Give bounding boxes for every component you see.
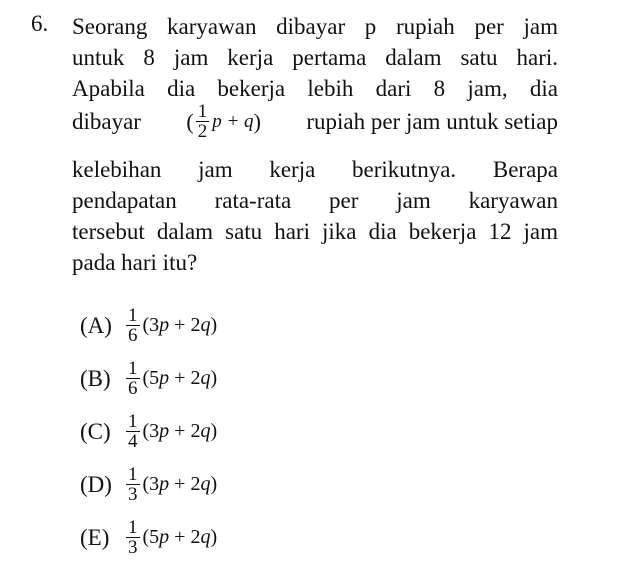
formula-rest: p + q [212, 111, 254, 132]
line-4-suffix: rupiah per jam untuk setiap [306, 109, 558, 134]
option-d[interactable] [80, 465, 217, 504]
option-expression: $\frac{1}{4}$ (3p + 2q) [128, 411, 218, 452]
formula-numerator: 1 [197, 101, 208, 122]
question-number: 6. [31, 11, 49, 36]
option-numerator: 1 [128, 358, 138, 379]
option-denominator: 4 [128, 431, 138, 452]
option-numerator: 1 [128, 411, 138, 432]
option-expression: $\frac{1}{6}$ (5p + 2q) [128, 358, 218, 399]
line-4-prefix: dibayar [72, 109, 141, 134]
option-fraction [126, 465, 140, 504]
option-numerator: 1 [128, 517, 138, 538]
hourly-rate-formula [186, 102, 260, 141]
formula-close-paren: ) [253, 109, 261, 134]
option-fraction [126, 412, 140, 451]
question-line-7: tersebut dalam satu hari jika dia bekerja 12 jam [72, 219, 558, 244]
formula-fraction [196, 102, 210, 141]
question-line-6: pendapatan rata-rata per jam karyawan [72, 188, 558, 213]
option-expression: $\frac{1}{3}$ (3p + 2q) [128, 464, 218, 505]
option-fraction [126, 518, 140, 557]
question-line-1: Seorang karyawan dibayar p rupiah per jam [72, 14, 558, 39]
option-denominator: 6 [128, 325, 138, 346]
option-fraction [126, 359, 140, 398]
option-denominator: 3 [128, 484, 138, 505]
option-label: (E) [80, 524, 110, 550]
option-denominator: 3 [128, 537, 138, 558]
formula-denominator: 2 [197, 121, 208, 142]
option-numerator: 1 [128, 305, 138, 326]
question-line-3: Apabila dia bekerja lebih dari 8 jam, dia [72, 76, 558, 101]
option-denominator: 6 [128, 378, 138, 399]
option-fraction [126, 306, 140, 345]
option-a[interactable] [80, 306, 217, 345]
option-label: (C) [80, 418, 111, 444]
option-c[interactable] [80, 412, 217, 451]
question-line-4 [72, 102, 558, 141]
option-expression: $\frac{1}{6}$ (3p + 2q) [128, 305, 218, 346]
option-e[interactable] [80, 518, 217, 557]
option-b[interactable] [80, 359, 217, 398]
option-label: (B) [80, 365, 111, 391]
option-numerator: 1 [128, 464, 138, 485]
formula-open-paren: ( [186, 109, 194, 134]
option-expression: $\frac{1}{3}$ (5p + 2q) [128, 517, 218, 558]
question-line-8: pada hari itu? [72, 250, 198, 275]
option-label: (D) [80, 471, 112, 497]
question-line-2: untuk 8 jam kerja pertama dalam satu hari. [72, 45, 558, 70]
question-line-5: kelebihan jam kerja berikutnya. Berapa [72, 157, 558, 182]
option-label: (A) [80, 312, 112, 338]
